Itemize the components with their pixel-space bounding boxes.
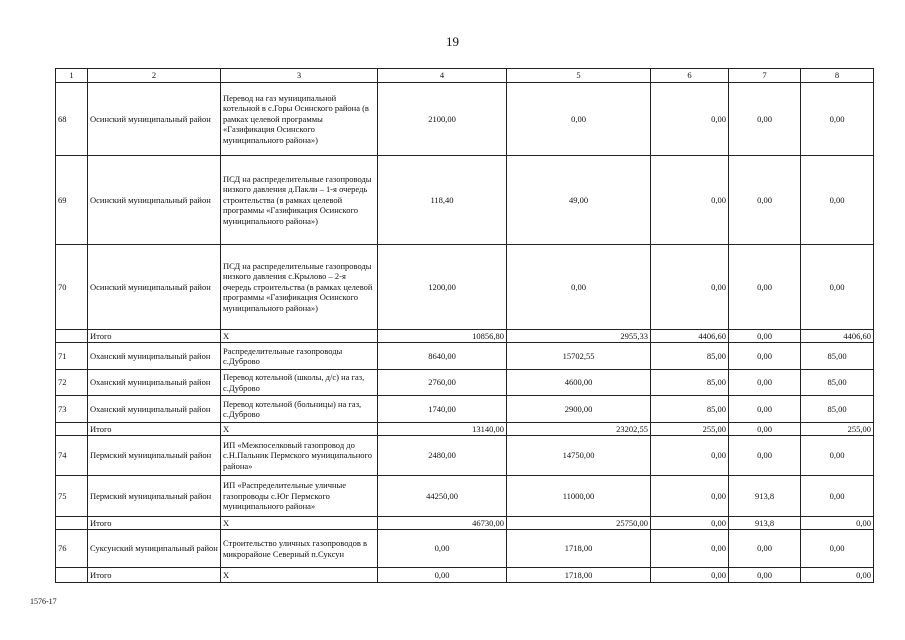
- table-header-row: [56, 69, 874, 83]
- value-col-8: 0,00: [801, 83, 874, 156]
- district-name: Суксунский муниципальный район: [88, 530, 221, 568]
- table-row: [56, 156, 874, 245]
- value-col-5: 2955,33: [507, 330, 651, 343]
- value-col-6: 0,00: [651, 568, 729, 583]
- table-row: [56, 530, 874, 568]
- value-col-8: 0,00: [801, 436, 874, 476]
- value-col-4: 0,00: [378, 530, 507, 568]
- total-x-mark: Х: [221, 330, 378, 343]
- district-name: Осинский муниципальный район: [88, 245, 221, 330]
- object-description: Перевод котельной (больницы) на газ, с.Дуброво: [221, 396, 378, 423]
- value-col-6: 0,00: [651, 83, 729, 156]
- object-description: ИП «Межпоселковый газопровод до с.Н.Пальник Пермского муниципального района»: [221, 436, 378, 476]
- value-col-5: 0,00: [507, 83, 651, 156]
- value-col-4: 44250,00: [378, 476, 507, 517]
- district-name: Оханский муниципальный район: [88, 396, 221, 423]
- value-col-6: 4406,60: [651, 330, 729, 343]
- value-col-5: 25750,00: [507, 517, 651, 530]
- object-description: ПСД на распределительные газопроводы низкого давления д.Пакли – 1-я очередь строительства (в рамках целевой программы «Газификация Осинского муниципального района»): [221, 156, 378, 245]
- value-col-8: 85,00: [801, 396, 874, 423]
- header-cell: 3: [221, 69, 378, 83]
- district-name: Пермский муниципальный район: [88, 476, 221, 517]
- value-col-5: 0,00: [507, 245, 651, 330]
- district-name: Осинский муниципальный район: [88, 83, 221, 156]
- value-col-5: 15702,55: [507, 343, 651, 370]
- header-cell: 8: [801, 69, 874, 83]
- row-number: 73: [56, 396, 88, 423]
- row-number: 74: [56, 436, 88, 476]
- district-name: Осинский муниципальный район: [88, 156, 221, 245]
- row-number: 70: [56, 245, 88, 330]
- value-col-6: 0,00: [651, 245, 729, 330]
- document-code: 1576-17: [30, 597, 57, 606]
- value-col-7: 0,00: [729, 530, 801, 568]
- value-col-8: 85,00: [801, 370, 874, 396]
- header-cell: 4: [378, 69, 507, 83]
- value-col-4: 2100,00: [378, 83, 507, 156]
- value-col-7: 913,8: [729, 476, 801, 517]
- value-col-5: 11000,00: [507, 476, 651, 517]
- value-col-8: 0,00: [801, 245, 874, 330]
- object-description: ПСД на распределительные газопроводы низкого давления с.Крылово – 2-я очередь строительства (в рамках целевой программы «Газификация Осинского муниципального района»): [221, 245, 378, 330]
- table-row: [56, 83, 874, 156]
- value-col-5: 2900,00: [507, 396, 651, 423]
- table-row: [56, 245, 874, 330]
- value-col-4: 1200,00: [378, 245, 507, 330]
- table-row: [56, 396, 874, 423]
- total-label: Итого: [88, 423, 221, 436]
- value-col-5: 49,00: [507, 156, 651, 245]
- value-col-8: 0,00: [801, 156, 874, 245]
- object-description: ИП «Распределительные уличные газопроводы с.Юг Пермского муниципального района»: [221, 476, 378, 517]
- value-col-4: 1740,00: [378, 396, 507, 423]
- total-label: Итого: [88, 330, 221, 343]
- row-number: 69: [56, 156, 88, 245]
- total-row: [56, 568, 874, 583]
- value-col-7: 0,00: [729, 568, 801, 583]
- value-col-7: 0,00: [729, 156, 801, 245]
- value-col-5: 14750,00: [507, 436, 651, 476]
- value-col-8: 85,00: [801, 343, 874, 370]
- row-number: 75: [56, 476, 88, 517]
- header-cell: 6: [651, 69, 729, 83]
- value-col-7: 0,00: [729, 396, 801, 423]
- total-label: Итого: [88, 517, 221, 530]
- budget-table: [55, 68, 874, 583]
- value-col-4: 118,40: [378, 156, 507, 245]
- value-col-6: 85,00: [651, 396, 729, 423]
- value-col-7: 0,00: [729, 245, 801, 330]
- value-col-6: 0,00: [651, 436, 729, 476]
- object-description: Распределительные газопроводы с.Дуброво: [221, 343, 378, 370]
- table-row: [56, 436, 874, 476]
- table-row: [56, 343, 874, 370]
- table-row: [56, 370, 874, 396]
- row-number: 71: [56, 343, 88, 370]
- value-col-6: 255,00: [651, 423, 729, 436]
- object-description: Перевод на газ муниципальной котельной в с.Горы Осинского района (в рамках целевой программы «Газификация Осинского муниципального района»): [221, 83, 378, 156]
- row-number: 76: [56, 530, 88, 568]
- header-cell: 2: [88, 69, 221, 83]
- value-col-8: 0,00: [801, 530, 874, 568]
- value-col-4: 2480,00: [378, 436, 507, 476]
- value-col-7: 0,00: [729, 343, 801, 370]
- total-x-mark: Х: [221, 568, 378, 583]
- total-row: [56, 423, 874, 436]
- value-col-6: 0,00: [651, 517, 729, 530]
- value-col-7: 0,00: [729, 83, 801, 156]
- district-name: Оханский муниципальный район: [88, 343, 221, 370]
- value-col-5: 1718,00: [507, 568, 651, 583]
- value-col-4: 2760,00: [378, 370, 507, 396]
- value-col-7: 0,00: [729, 370, 801, 396]
- value-col-6: 85,00: [651, 370, 729, 396]
- value-col-7: 0,00: [729, 330, 801, 343]
- value-col-7: 0,00: [729, 423, 801, 436]
- value-col-8: 0,00: [801, 517, 874, 530]
- value-col-6: 0,00: [651, 476, 729, 517]
- row-number: 72: [56, 370, 88, 396]
- total-x-mark: Х: [221, 517, 378, 530]
- value-col-4: 0,00: [378, 568, 507, 583]
- value-col-4: 13140,00: [378, 423, 507, 436]
- object-description: Перевод котельной (школы, д/с) на газ, с.Дуброво: [221, 370, 378, 396]
- value-col-7: 0,00: [729, 436, 801, 476]
- value-col-5: 23202,55: [507, 423, 651, 436]
- total-label: Итого: [88, 568, 221, 583]
- value-col-5: 4600,00: [507, 370, 651, 396]
- value-col-4: 46730,00: [378, 517, 507, 530]
- value-col-6: 85,00: [651, 343, 729, 370]
- value-col-6: 0,00: [651, 156, 729, 245]
- value-col-8: 0,00: [801, 476, 874, 517]
- total-row: [56, 517, 874, 530]
- header-cell: 1: [56, 69, 88, 83]
- district-name: Пермский муниципальный район: [88, 436, 221, 476]
- row-number: 68: [56, 83, 88, 156]
- value-col-7: 913,8: [729, 517, 801, 530]
- value-col-8: 0,00: [801, 568, 874, 583]
- value-col-5: 1718,00: [507, 530, 651, 568]
- object-description: Строительство уличных газопроводов в микрорайоне Северный п.Суксун: [221, 530, 378, 568]
- district-name: Оханский муниципальный район: [88, 370, 221, 396]
- total-x-mark: Х: [221, 423, 378, 436]
- page-number: 19: [446, 34, 459, 49]
- total-row: [56, 330, 874, 343]
- value-col-4: 10856,80: [378, 330, 507, 343]
- value-col-4: 8640,00: [378, 343, 507, 370]
- header-cell: 7: [729, 69, 801, 83]
- value-col-8: 4406,60: [801, 330, 874, 343]
- table-row: [56, 476, 874, 517]
- value-col-8: 255,00: [801, 423, 874, 436]
- header-cell: 5: [507, 69, 651, 83]
- value-col-6: 0,00: [651, 530, 729, 568]
